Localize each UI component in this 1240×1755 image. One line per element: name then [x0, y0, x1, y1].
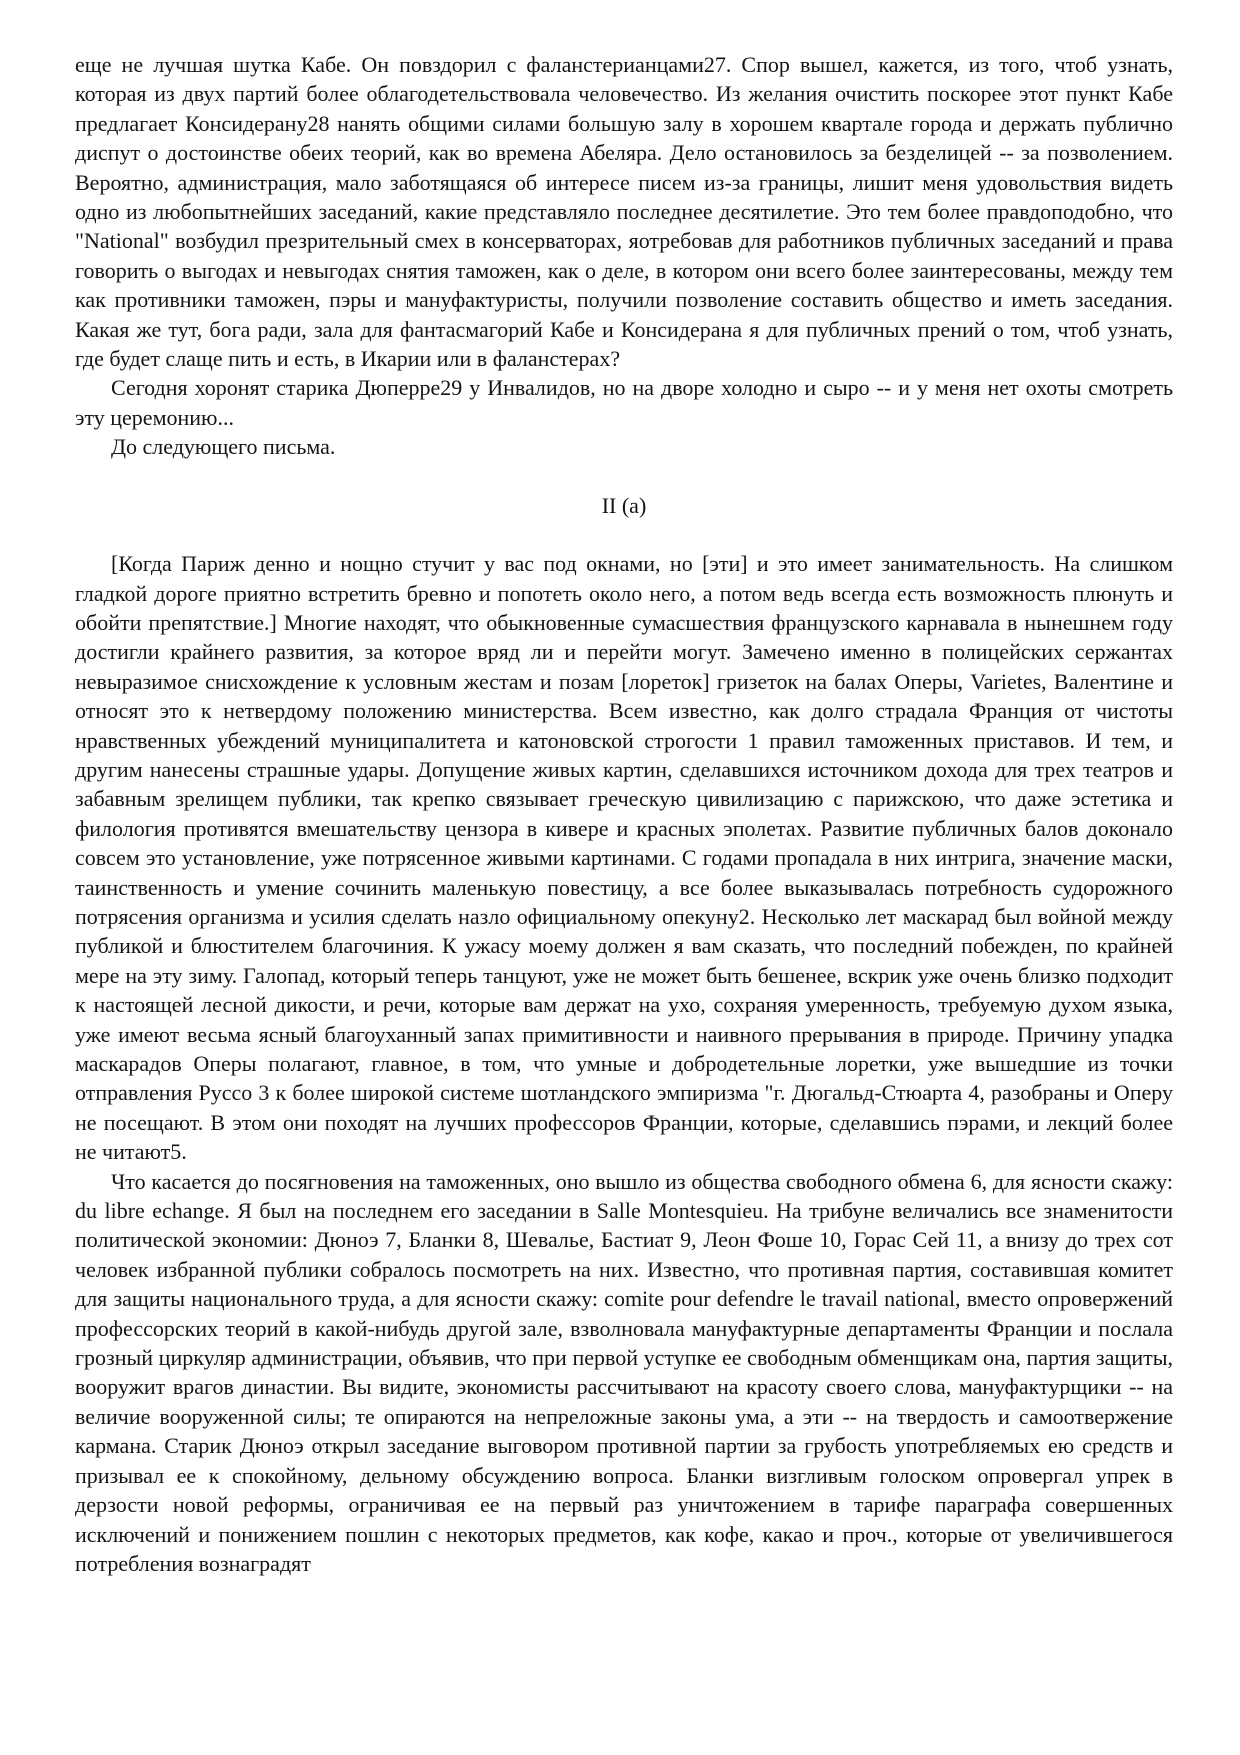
paragraph-3: До следующего письма.: [111, 434, 336, 460]
paragraph-2: Сегодня хоронят старика Дюперре29 у Инвалидов, но на дворе холодно и сыро -- и у меня нет охоты смотреть эту церемонию...: [75, 375, 1173, 430]
paragraph-4: [Когда Париж денно и нощно стучит у вас под окнами, но [эти] и это имеет занимательность. На слишком гладкой дороге приятно встретить бревно и попотеть около него, а потом ведь всегда есть возможность плюнуть и обойти препятствие.] Многие находят, что обыкновенные сумасшествия французского карнавала в нынешнем году достигли крайнего развития, за которое вряд ли и перейти могут. Замечено именно в полицейских сержантах невыразимое снисхождение к условным жестам и позам [лореток] гризеток на балах Оперы, Varietes, Валентине и относят это к нетвердому положению министерства. Всем известно, как долго страдала Франция от чистоты нравственных убеждений муниципалитета и катоновской строгости 1 правил таможенных приставов. И тем, и другим нанесены страшные удары. Допущение живых картин, сделавшихся источником дохода для трех театров и забавным зрелищем публики, так крепко связывает греческую цивилизацию с парижскою, что даже эстетика и филология противятся вмешательству цензора в кивере и красных эполетах. Развитие публичных балов доконало совсем это установление, уже потрясенное живыми картинами. С годами пропадала в них интрига, значение маски, таинственность и умение сочинить маленькую повестицу, а все более выказывалась потребность судорожного потрясения организма и усилия сделать назло официальному опекуну2. Несколько лет маскарад был войной между публикой и блюстителем благочиния. К ужасу моему должен я вам сказать, что последний побежден, по крайней мере на эту зиму. Галопад, который теперь танцуют, уже не может быть бешенее, вскрик уже очень близко подходит к настоящей лесной дикости, и речи, которые вам держат на ухо, сохраняя умеренность, требуемую духом языка, уже имеют весьма ясный благоуханный запах примитивности и наивного прерывания в природе. Причину упадка маскарадов Оперы полагают, главное, в том, что умные и добродетельные лоретки, уже вышедшие из точки отправления Руссо 3 к более широкой системе шотландского эмпиризма "г. Дюгальд-Стюарта 4, разобраны и Оперу не посещают. В этом они походят на лучших профессоров Франции, которые, сделавшись пэрами, и лекций более не читают5.: [75, 551, 1173, 1165]
paragraph-1: еще не лучшая шутка Кабе. Он повздорил с фаланстерианцами27. Спор вышел, кажется, из того, чтоб узнать, которая из двух партий более облагодетельствовала человечество. Из желания очистить поскорее этот пункт Кабе предлагает Консидерану28 нанять общими силами большую залу в хорошем квартале города и держать публично диспут о достоинстве обеих теорий, как во времена Абеляра. Дело остановилось за безделицей -- за позволением. Вероятно, администрация, мало заботящаяся об интересе писем из-за границы, лишит меня удовольствия видеть одно из любопытнейших заседаний, какие представляло последнее десятилетие. Это тем более правдоподобно, что "National" возбудил презрительный смех в консерваторах, яотребовав для работников публичных заседаний и права говорить о выгодах и невыгодах снятия таможен, как о деле, в котором они всего более заинтересованы, между тем как противники таможен, пэры и мануфактуристы, получили позволение составить общество и иметь заседания. Какая же тут, бога ради, зала для фантасмагорий Кабе и Консидерана я для публичных прений о том, чтоб узнать, где будет слаще пить и есть, в Икарии или в фаланстерах?: [75, 52, 1173, 372]
paragraph-5: Что касается до посягновения на таможенных, оно вышло из общества свободного обмена 6, для ясности скажу: du libre echange. Я был на последнем его заседании в Salle Montesquieu. На трибуне величались все знаменитости политической экономии: Дюноэ 7, Бланки 8, Шевалье, Бастиат 9, Леон Фоше 10, Горас Сей 11, а внизу до трех сот человек избранной публики собралось посмотреть на них. Известно, что противная партия, составившая комитет для защиты национального труда, а для ясности скажу: comite pour defendre le travail national, вместо опровержений профессорских теорий в какой-нибудь другой зале, взволновала мануфактурные департаменты Франции и послала грозный циркуляр администрации, объявив, что при первой уступке ее свободным обменщикам она, партия защиты, вооружит врагов династии. Вы видите, экономисты рассчитывают на красоту своего слова, мануфактурщики -- на величие вооруженной силы; те опираются на непреложные законы ума, а эти -- на твердость и самоотвержение кармана. Старик Дюноэ открыл заседание выговором противной партии за грубость употребляемых ею средств и призывал ее к спокойному, дельному обсуждению вопроса. Бланки визгливым голоском опровергал упрек в дерзости новой реформы, ограничивая ее на первый раз уничтожением в тарифе параграфа совершенных исключений и понижением пошлин с некоторых предметов, как кофе, какао и проч., которые от увеличившегося потребления вознаградят: [75, 1168, 1173, 1576]
section-heading: II (а): [601, 492, 647, 518]
document-page: [75, 50, 1173, 1578]
